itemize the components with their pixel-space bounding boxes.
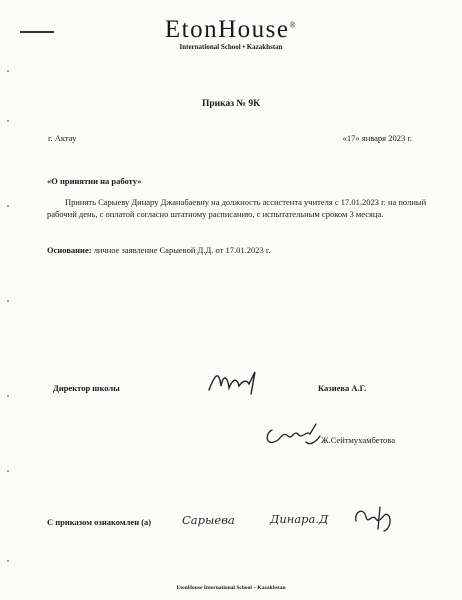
school-logo [0, 16, 462, 44]
order-date: «17» января 2023 г. [342, 133, 412, 143]
scan-mark [7, 300, 9, 302]
director-signature [205, 368, 265, 396]
director-name: Казиева А.Г. [318, 383, 367, 393]
second-signer-name: Ж.Сейтмухамбетова [321, 435, 395, 445]
scan-mark [7, 470, 9, 472]
scan-mark [7, 120, 9, 122]
second-signature [262, 420, 322, 450]
handwritten-name: Динара.Д [270, 512, 329, 526]
logo-text: EtonHouse [164, 16, 290, 43]
page-footer: EtonHouse International School – Kazakhstan [176, 585, 286, 591]
basis-label: Основание: [47, 245, 92, 255]
basis-text: личное заявление Сарыевой Д.Д. от 17.01.2023 г. [91, 245, 271, 255]
order-basis [47, 245, 271, 255]
order-city: г. Актау [48, 133, 77, 143]
scan-mark [7, 205, 9, 207]
scan-mark [7, 395, 9, 397]
logo-subtitle: International School • Kazakhstan [179, 43, 283, 51]
acknowledgement-label: С приказом ознакомлен (а) [47, 517, 152, 527]
order-title: Приказ № 9К [202, 99, 260, 109]
scan-mark [7, 560, 9, 562]
registered-mark: ® [289, 20, 298, 30]
director-role: Директор школы [53, 383, 120, 393]
order-subject: «О принятии на работу» [47, 176, 142, 186]
scan-mark [7, 70, 9, 72]
employee-signature [350, 503, 396, 533]
handwritten-surname: Сарыева [182, 513, 235, 527]
order-body: Принять Сарыеву Динару Джанабаевну на должность ассистента учителя с 17.01.2023 г. на полный рабочий день, с оплатой согласно штатному расписанию, с испытательным сроком 3 месяца. [47, 197, 427, 219]
